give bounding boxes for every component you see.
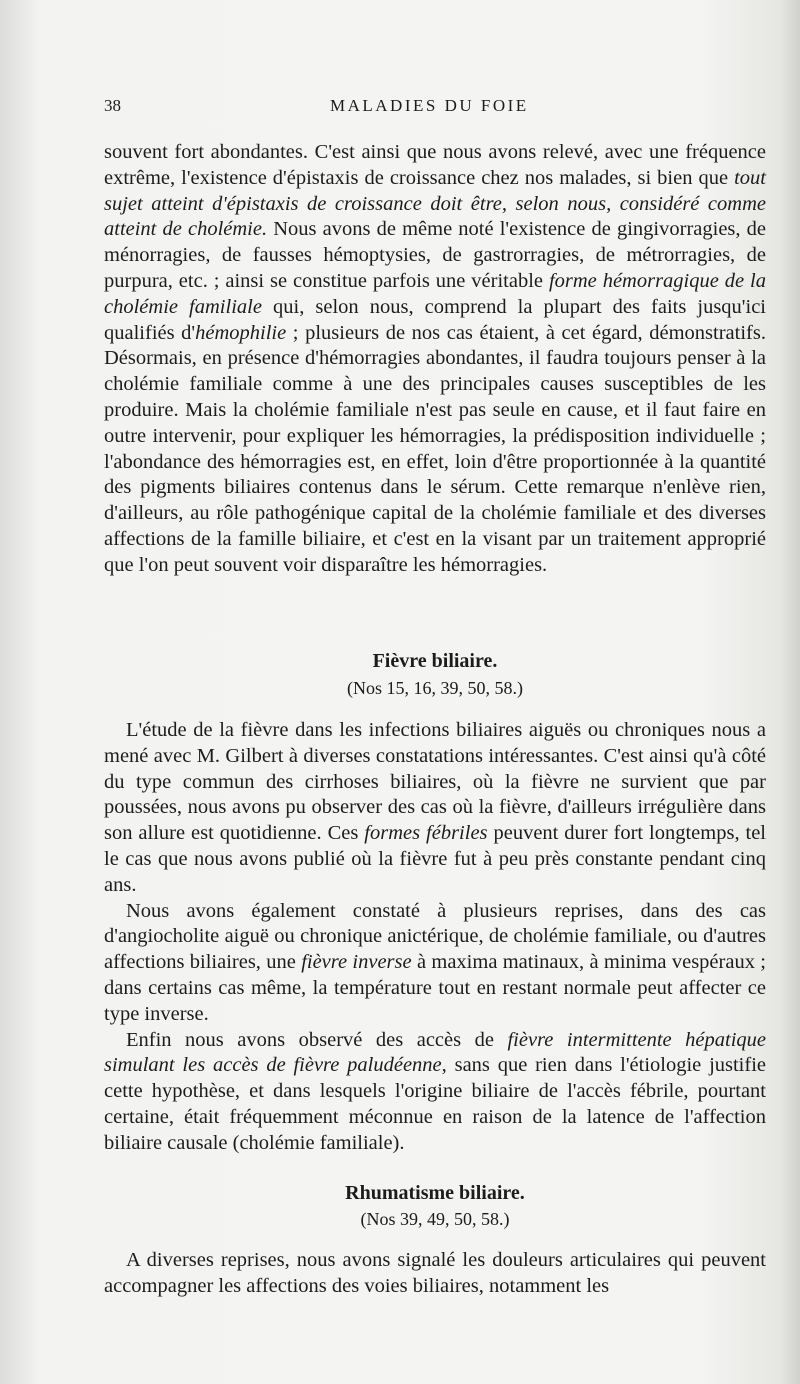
paragraph (104, 1028, 766, 1157)
section-fievre-body (104, 718, 766, 1157)
paragraph (104, 899, 766, 1028)
text-run: qui, selon nous, comprend la plupart des faits jusqu'ici qualifiés d' (104, 295, 766, 344)
italic-run: formes fébriles (364, 822, 488, 845)
text-run: , sans que rien dans l'étiologie justifie cette hypothèse, et dans lesquels l'origine biliaire de l'accès fébrile, pourtant certaine, était fréquemment méconnue en raison de la latence de l'affection biliaire causale (cholémie familiale). (104, 1054, 767, 1154)
italic-run: hémophilie (195, 321, 287, 344)
text-run: Nous avons de même noté l'existence de gingivorragies, de ménorragies, de fausses hémoptysies, de gastrorragies, de métrorragies, de purpura, etc. ; ainsi se constitue parfois une véritable (104, 218, 766, 292)
page-number: 38 (104, 96, 121, 115)
section-heading-fievre-biliaire: Fièvre biliaire. (372, 650, 498, 672)
paragraph (104, 718, 766, 899)
paragraph: A diverses reprises, nous avons signalé les douleurs articulaires qui peuvent accompagner les affections des voies biliaires, notamment les (104, 1249, 766, 1297)
text-run: Enfin nous avons observé des accès de (126, 1028, 508, 1051)
running-title: MALADIES DU FOIE (330, 96, 529, 115)
text-run: à maxima matinaux, à minima vespéraux ; dans certains cas même, la température tout en restant normale peut affecter ce type inverse. (104, 951, 766, 1025)
italic-run: fièvre inverse (301, 951, 412, 974)
paragraph-hemorrhages (104, 140, 766, 579)
italic-run: forme hémorragique de la cholémie familiale (104, 269, 766, 318)
page-header (104, 96, 740, 124)
section-references: (Nos 39, 49, 50, 58.) (360, 1209, 510, 1229)
section-references: (Nos 15, 16, 39, 50, 58.) (347, 678, 523, 698)
text-run: peuvent durer fort longtemps, tel le cas que nous avons publié où la fièvre fut à peu près constante pendant cinq ans. (104, 822, 767, 896)
text-run: souvent fort abondantes. C'est ainsi que nous avons relevé, avec une fréquence extrême, l'existence d'épistaxis de croissance chez nos malades, si bien que (104, 141, 766, 189)
text-run: Nous avons également constaté à plusieurs reprises, dans des cas d'angiocholite aiguë ou chronique anictérique, de cholémie familiale, ou d'autres affections biliaires, une (104, 899, 766, 974)
text-run: ; plusieurs de nos cas étaient, à cet égard, démonstratifs. Désormais, en présence d'hémorragies abondantes, il faudra toujours penser à la cholémie familiale comme à une des principales causes susceptibles de les produire. Mais la cholémie familiale n'est pas seule en cause, et il faut faire en outre intervenir, pour expliquer les hémorragies, la prédisposition individuelle ; l'abondance des hémorragies est, en effet, loin d'être proportionnée à la quantité des pigments biliaires contenus dans le sérum. Cette remarque n'enlève rien, d'ailleurs, au rôle pathogénique capital de la cholémie familiale et des diverses affections de la famille biliaire, et c'est en la visant par un traitement approprié que l'on peut souvent voir disparaître les hémorragies. (104, 321, 766, 576)
section-rhumatisme-body (104, 1248, 766, 1300)
italic-run: tout sujet atteint d'épistaxis de croissance doit être, selon nous, considéré comme atteint de cholémie. (104, 166, 766, 241)
text-run: L'étude de la fièvre dans les infections biliaires aiguës ou chroniques nous a mené avec M. Gilbert à diverses constatations intéressantes. C'est ainsi qu'à côté du type commun des cirrhoses biliaires, où la fièvre ne survient que par poussées, nous avons pu observer des cas où la fièvre, d'ailleurs irrégulière dans son allure est quotidienne. Ces (104, 719, 766, 845)
italic-run: fièvre intermittente hépatique simulant les accès de fièvre paludéenne (104, 1028, 767, 1077)
section-heading-rhumatisme-biliaire: Rhumatisme biliaire. (345, 1182, 525, 1204)
